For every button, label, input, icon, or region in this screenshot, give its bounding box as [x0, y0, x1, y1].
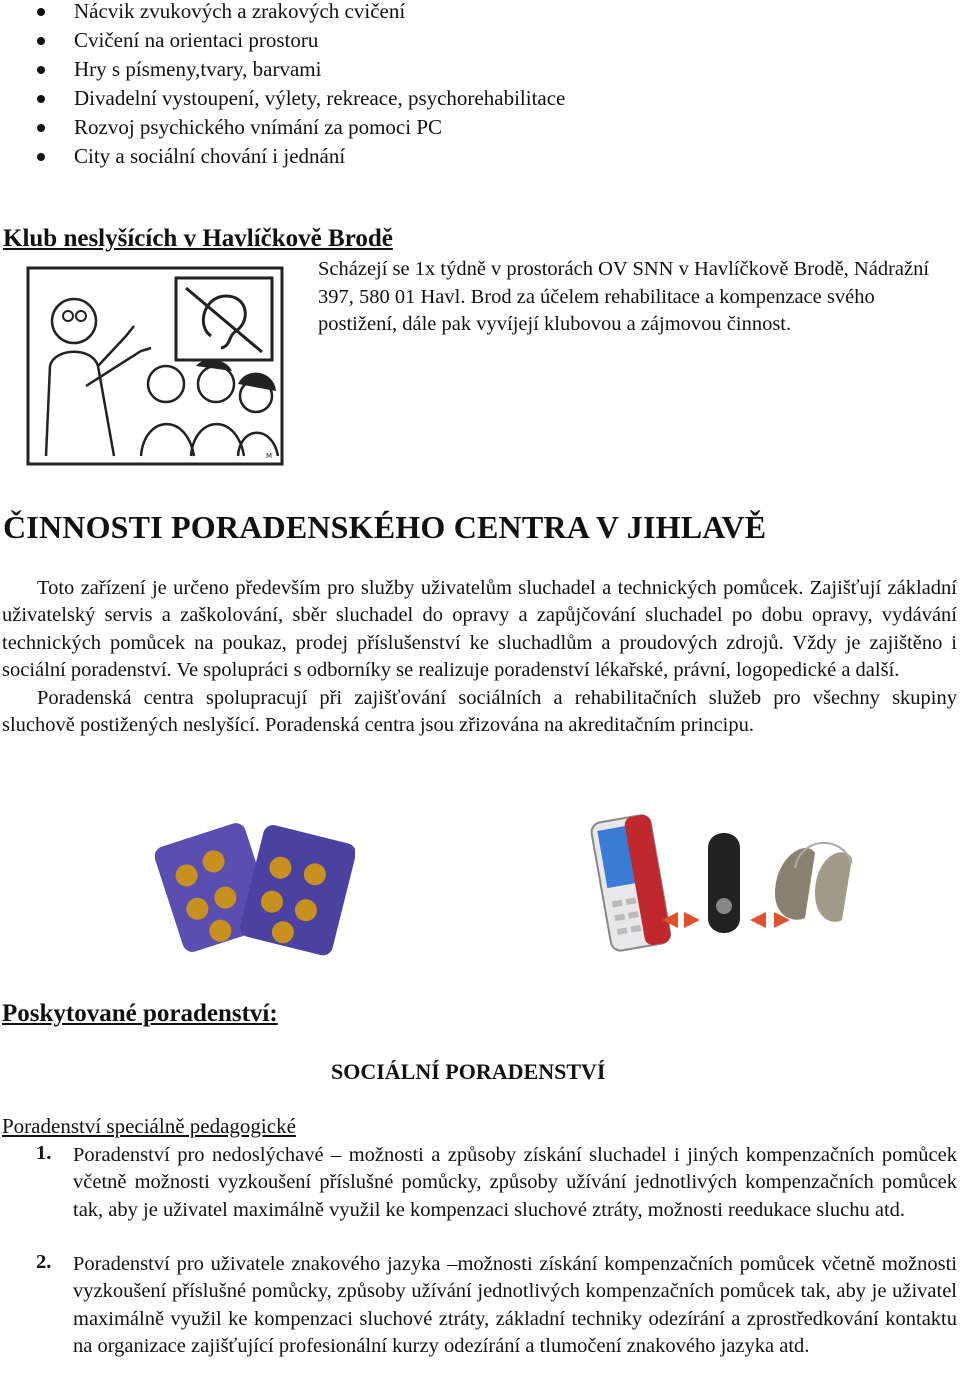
special-pedagogy-subheading: Poradenství speciálně pedagogické [2, 1114, 296, 1138]
bullet-dot-icon [37, 95, 45, 103]
center-description [2, 575, 957, 739]
club-heading: Klub neslyšících v Havlíčkově Brodě [3, 225, 393, 252]
list-number: 1. [36, 1142, 52, 1164]
list-number: 2. [36, 1251, 52, 1273]
center-heading: ČINNOSTI PORADENSKÉHO CENTRA V JIHLAVĚ [3, 509, 767, 545]
center-paragraph-2: Poradenská centra spolupracují při zajišťování sociálních a rehabilitačních služeb pro všechny skupiny sluchově postižených neslyšící. Poradenská centra jsou zřizována na akreditačním principu. [2, 686, 957, 737]
bullet-dot-icon [37, 153, 45, 161]
list-item: Poradenství pro uživatele znakového jazyka –možnosti získání kompenzačních pomůcek včetně možnosti vyzkoušení příslušné pomůcky, způsoby užívání jednotlivých kompenzačních pomůcek tak, aby je uživatel maximálně využil ke kompenzaci sluchové ztráty, základní techniky odezírání a zprostředkování kontaktu na organizace zajišťující profesionální kurzy odezírání a tlumočení znakového jazyka atd. [73, 1253, 957, 1357]
deaf-club-illustration [26, 266, 284, 466]
bullet-dot-icon [37, 8, 45, 16]
bullet-dot-icon [37, 37, 45, 45]
list-item: Poradenství pro nedoslýchavé – možnosti a způsoby získání sluchadel i jiných kompenzačních pomůcek včetně možnosti vyzkoušení příslušné pomůcky, způsoby užívání jednotlivých kompenzačních pomůcek tak, aby je uživatel maximálně využil ke kompenzaci sluchové ztráty, možnosti reedukace sluchu atd. [73, 1144, 957, 1221]
services-heading: Poskytované poradenství: [2, 1000, 278, 1027]
bullet-dot-icon [37, 66, 45, 74]
illustration-mark: M [266, 452, 273, 460]
hearing-aid-batteries-image [155, 812, 355, 972]
social-counseling-heading: SOCIÁLNÍ PORADENSTVÍ [331, 1059, 606, 1084]
phone-and-hearing-aids-image [590, 808, 858, 958]
bullet-dot-icon [37, 124, 45, 132]
center-paragraph-1: Toto zařízení je určeno především pro služby uživatelům sluchadel a technických pomůcek. Zajišťují základní uživatelský servis a zaškolování, sběr sluchadel do opravy a zapůjčování sluchadel po dobu opravy, vydávání technických pomůcek na poukaz, prodej příslušenství ke sluchadlům a proudových zdrojů. Vždy je zajištěno i sociální poradenství. Ve spolupráci s odborníky se realizuje poradenství lékařské, právní, logopedické a další. [2, 577, 957, 682]
club-description: Scházejí se 1x týdně v prostorách OV SNN v Havlíčkově Brodě, Nádražní 397, 580 01 Havl. Brod za účelem rehabilitace a kompenzace svého postižení, dále pak vyvíjejí klubovou a zájmovou činnost. [318, 258, 930, 336]
